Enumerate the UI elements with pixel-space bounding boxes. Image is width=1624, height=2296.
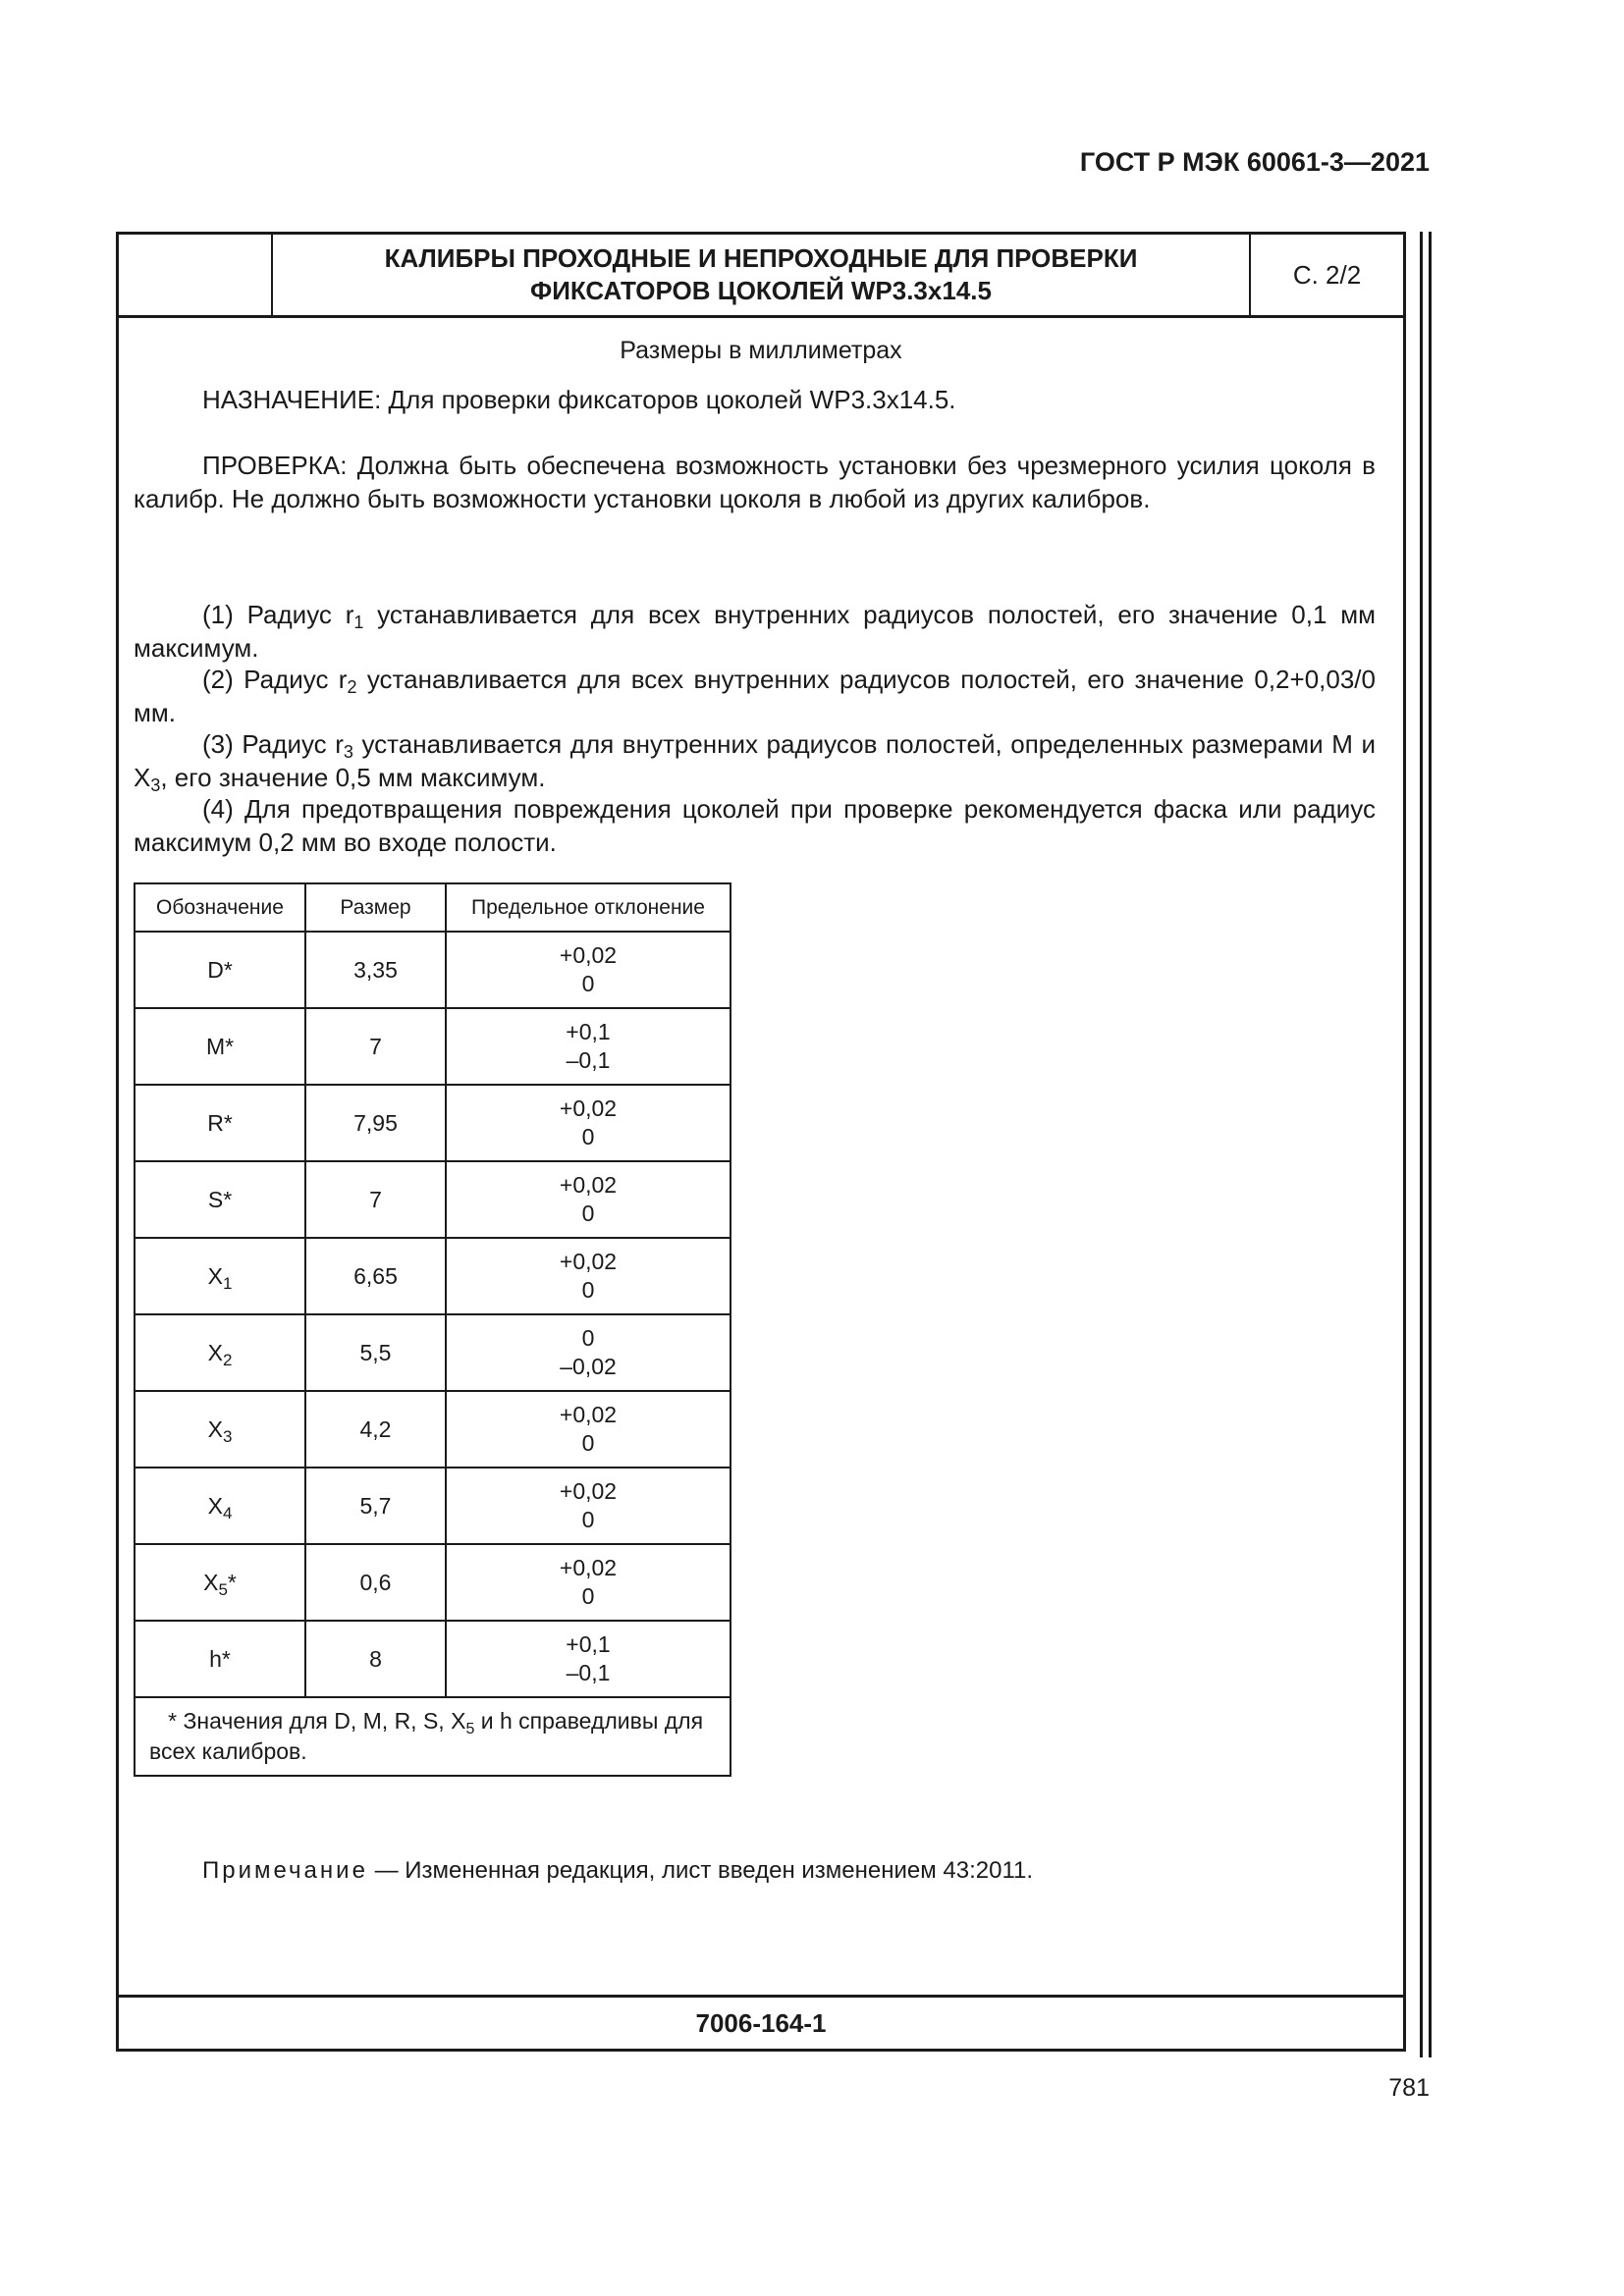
size-cell: 5,7	[305, 1468, 446, 1544]
tolerance-lower: 0	[581, 1124, 595, 1149]
document-code: ГОСТ Р МЭК 60061-3—2021	[1079, 147, 1430, 177]
designation-cell	[135, 1161, 305, 1238]
tolerance-cell	[446, 1391, 731, 1468]
tolerance-cell	[446, 1085, 731, 1161]
column-header-size: Размер	[305, 883, 446, 932]
designation-symbol: h	[209, 1645, 222, 1672]
designation-symbol: X	[207, 1262, 223, 1289]
designation-cell	[135, 1468, 305, 1544]
page-number: 781	[1388, 2074, 1430, 2102]
designation-cell	[135, 932, 305, 1008]
designation-symbol: X	[207, 1339, 223, 1365]
note-2-text: устанавливается для всех внутренних радиусов полостей, его значение 0,2+0,03/0 мм.	[134, 665, 1376, 727]
table-row	[135, 1621, 731, 1697]
size-cell: 0,6	[305, 1544, 446, 1621]
tolerance-lower: 0	[581, 1583, 595, 1609]
tolerance-lower: –0,02	[560, 1354, 617, 1379]
note-4	[134, 792, 1376, 859]
note-3-text: (3) Радиус r	[202, 729, 344, 759]
purpose-text: НАЗНАЧЕНИЕ: Для проверки фиксаторов цоколей WP3.3x14.5.	[202, 385, 956, 414]
designation-subscript: 3	[222, 1426, 233, 1446]
tolerance-cell	[446, 1161, 731, 1238]
tolerance-cell	[446, 1314, 731, 1391]
table-row	[135, 1391, 731, 1468]
title-left-cell	[119, 235, 273, 315]
size-cell: 8	[305, 1621, 446, 1697]
note-1-text: устанавливается для всех внутренних радиусов полостей, его значение 0,1 мм максимум.	[134, 600, 1376, 663]
tolerance-upper: +0,1	[566, 1631, 611, 1657]
note-1-subscript: 1	[353, 613, 364, 632]
sheet-number: С. 2/2	[1249, 235, 1403, 315]
tolerance-upper: +0,1	[566, 1019, 611, 1044]
column-header-tolerance: Предельное отклонение	[446, 883, 731, 932]
units-caption: Размеры в миллиметрах	[620, 337, 902, 364]
tolerance-lower: –0,1	[566, 1047, 611, 1073]
designation-cell	[135, 1621, 305, 1697]
remark-text: — Измененная редакция, лист введен изменением 43:2011.	[367, 1857, 1034, 1884]
note-1	[134, 598, 1376, 665]
note-2	[134, 663, 1376, 729]
dimensions-table	[134, 882, 731, 1777]
tolerance-upper: +0,02	[559, 1249, 618, 1274]
size-cell: 3,35	[305, 932, 446, 1008]
note-3-text: , его значение 0,5 мм максимум.	[160, 763, 546, 792]
sheet-title-line: ФИКСАТОРОВ ЦОКОЛЕЙ WP3.3x14.5	[530, 276, 992, 305]
tolerance-upper: +0,02	[559, 1172, 618, 1198]
sheet-title	[273, 235, 1249, 315]
note-3	[134, 727, 1376, 794]
table-footnote	[135, 1697, 731, 1776]
note-3-text: устанавливается для внутренних радиусов полостей, определенных размерами M и X	[134, 729, 1376, 792]
note-3-subscript: 3	[150, 775, 161, 795]
tolerance-cell	[446, 1544, 731, 1621]
table-row	[135, 1238, 731, 1314]
bottom-code: 7006-164-1	[695, 2007, 827, 2038]
tolerance-lower: –0,1	[566, 1660, 611, 1685]
tolerance-lower: 0	[581, 1507, 595, 1532]
remark	[202, 1857, 1033, 1885]
designation-subscript: 1	[222, 1273, 233, 1293]
check-paragraph	[134, 449, 1376, 515]
table-row	[135, 1468, 731, 1544]
designation-cell	[135, 1238, 305, 1314]
tolerance-upper: 0	[581, 1325, 595, 1351]
table-row	[135, 1314, 731, 1391]
table-row	[135, 1544, 731, 1621]
check-text: ПРОВЕРКА: Должна быть обеспечена возможность установки без чрезмерного усилия цоколя в калибр. Не должно быть возможности установки цоколя в любой из других калибров.	[134, 451, 1376, 513]
designation-cell	[135, 1314, 305, 1391]
designation-star: *	[225, 1033, 235, 1059]
table-header-row	[135, 883, 731, 932]
designation-star: *	[221, 1645, 231, 1672]
note-4-text: (4) Для предотвращения повреждения цоколей при проверке рекомендуется фаска или радиус максимум 0,2 мм во входе полости.	[134, 794, 1376, 857]
designation-symbol: M	[205, 1033, 226, 1059]
tolerance-lower: 0	[581, 1277, 595, 1303]
designation-symbol: S	[207, 1186, 224, 1212]
table-row	[135, 1161, 731, 1238]
tolerance-upper: +0,02	[559, 1478, 618, 1504]
tolerance-cell	[446, 1468, 731, 1544]
size-cell: 6,65	[305, 1238, 446, 1314]
footnote-text: * Значения для D, M, R, S, X	[168, 1708, 466, 1734]
designation-star: *	[223, 1186, 233, 1212]
frame-side-line	[1420, 232, 1423, 2057]
table-row	[135, 1008, 731, 1085]
title-block	[119, 235, 1403, 318]
designation-subscript: 2	[222, 1350, 233, 1369]
size-cell: 7,95	[305, 1085, 446, 1161]
designation-star: *	[227, 1569, 237, 1595]
tolerance-lower: 0	[581, 1430, 595, 1456]
designation-star: *	[223, 956, 233, 983]
tolerance-lower: 0	[581, 1201, 595, 1226]
table-row	[135, 1085, 731, 1161]
note-2-text: (2) Радиус r	[202, 665, 348, 694]
tolerance-upper: +0,02	[559, 942, 618, 968]
note-2-subscript: 2	[347, 677, 357, 697]
note-3-subscript: 3	[343, 742, 353, 762]
sheet-title-line: КАЛИБРЫ ПРОХОДНЫЕ И НЕПРОХОДНЫЕ ДЛЯ ПРОВЕРКИ	[384, 243, 1138, 273]
tolerance-upper: +0,02	[559, 1402, 618, 1427]
purpose-paragraph	[134, 383, 1376, 416]
remark-label: Примечание	[202, 1857, 368, 1884]
designation-star: *	[223, 1109, 233, 1136]
note-1-text: (1) Радиус r	[202, 600, 354, 629]
tolerance-cell	[446, 932, 731, 1008]
designation-cell	[135, 1544, 305, 1621]
tolerance-lower: 0	[581, 971, 595, 996]
designation-subscript: 5	[218, 1579, 228, 1599]
size-cell: 7	[305, 1161, 446, 1238]
table-footnote-row	[135, 1697, 731, 1776]
frame-side-line	[1429, 232, 1432, 2057]
size-cell: 4,2	[305, 1391, 446, 1468]
size-cell: 5,5	[305, 1314, 446, 1391]
designation-symbol: X	[203, 1569, 219, 1595]
designation-cell	[135, 1008, 305, 1085]
tolerance-upper: +0,02	[559, 1095, 618, 1121]
footnote-text: и h справедливы для всех калибров.	[149, 1708, 704, 1764]
column-header-designation: Обозначение	[135, 883, 305, 932]
size-cell: 7	[305, 1008, 446, 1085]
tolerance-cell	[446, 1008, 731, 1085]
footnote-subscript: 5	[465, 1721, 475, 1737]
designation-symbol: D	[207, 956, 224, 983]
designation-cell	[135, 1391, 305, 1468]
designation-subscript: 4	[222, 1503, 233, 1522]
bottom-code-block	[119, 1995, 1403, 2049]
drawing-frame	[116, 232, 1406, 2052]
tolerance-upper: +0,02	[559, 1555, 618, 1580]
designation-cell	[135, 1085, 305, 1161]
table-row	[135, 932, 731, 1008]
tolerance-cell	[446, 1238, 731, 1314]
designation-symbol: X	[207, 1415, 223, 1442]
tolerance-cell	[446, 1621, 731, 1697]
designation-symbol: R	[207, 1109, 224, 1136]
designation-symbol: X	[207, 1492, 223, 1519]
